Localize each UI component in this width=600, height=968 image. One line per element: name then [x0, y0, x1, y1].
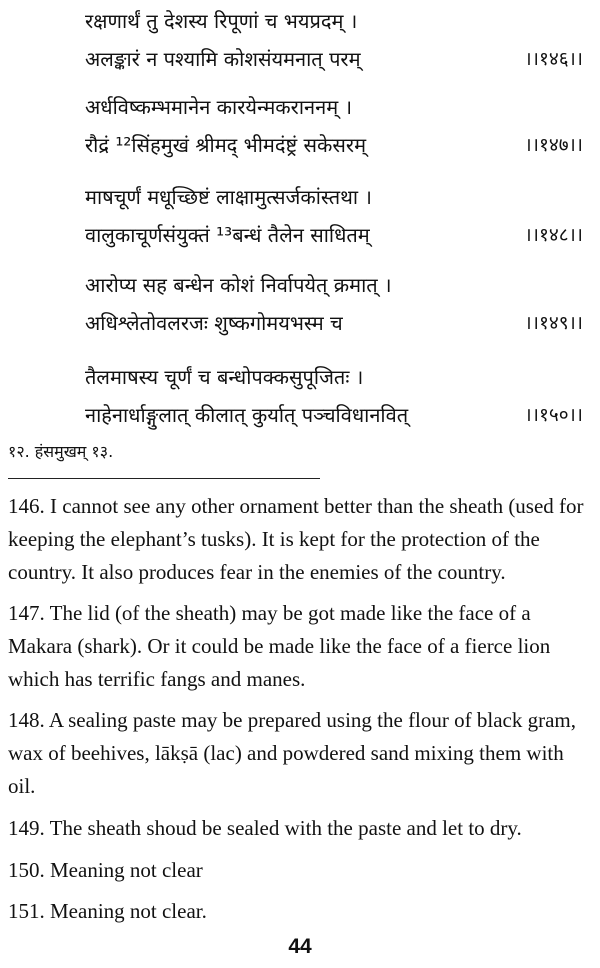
translation-150: 150. Meaning not clear — [8, 858, 203, 882]
verse-line: अलङ्कारं न पश्यामि कोशसंयमनात् परम् — [85, 47, 361, 71]
verse-line: वालुकाचूर्णसंयुक्तं ¹³बन्धं तैलेन साधितम् — [85, 223, 370, 247]
translation-146: 146. I cannot see any other ornament better than the sheath (used for keeping the elephant’s tusks). It is kept for the protection of the country. It also produces fear in the enemies of the country. — [8, 494, 584, 584]
verse-line: माषचूर्णं मधूच्छिष्टं लाक्षामुत्सर्जकांस्तथा । — [85, 185, 372, 209]
verse-148 — [85, 178, 595, 254]
verse-line: अर्धविष्कम्भमानेन कारयेन्मकराननम् । — [85, 95, 353, 119]
verse-number: ।।१४६।। — [524, 48, 583, 70]
footnote-divider — [8, 478, 320, 479]
verse-line: अधिश्लेतोवलरजः शुष्कगोमयभस्म च — [85, 311, 343, 335]
translation-151: 151. Meaning not clear. — [8, 899, 207, 923]
verse-number: ।।१४८।। — [524, 224, 583, 246]
verse-line: रक्षणार्थं तु देशस्य रिपूणां च भयप्रदम् । — [85, 9, 358, 33]
verse-line: आरोप्य सह बन्धेन कोशं निर्वापयेत् क्रमात् । — [85, 273, 392, 297]
verse-number: ।।१५०।। — [524, 404, 583, 426]
verse-number: ।।१४७।। — [524, 134, 583, 156]
verse-line: नाहेनार्धाङ्गुलात् कीलात् कुर्यात् पञ्चविधानवित् — [85, 403, 409, 427]
verse-150 — [85, 358, 595, 434]
footnote: १२. हंसमुखम् १३. — [8, 442, 114, 461]
translation-147: 147. The lid (of the sheath) may be got made like the face of a Makara (shark). Or it could be made like the face of a fierce lion which has terrific fangs and manes. — [8, 601, 551, 691]
page-number: 44 — [288, 935, 312, 958]
verse-147 — [85, 88, 595, 164]
translation-148: 148. A sealing paste may be prepared using the flour of black gram, wax of beehives, lākṣā (lac) and powdered sand mixing them with oil. — [8, 708, 577, 798]
verse-line: रौद्रं ¹²सिंहमुखं श्रीमद् भीमदंष्ट्रं सकेसरम् — [85, 133, 367, 157]
verse-149 — [85, 266, 595, 342]
verse-number: ।।१४९।। — [524, 312, 583, 334]
verse-line: तैलमाषस्य चूर्णं च बन्धोपक्कसुपूजितः । — [85, 365, 364, 389]
translation-149: 149. The sheath shoud be sealed with the paste and let to dry. — [8, 816, 522, 840]
verse-146 — [85, 2, 595, 78]
